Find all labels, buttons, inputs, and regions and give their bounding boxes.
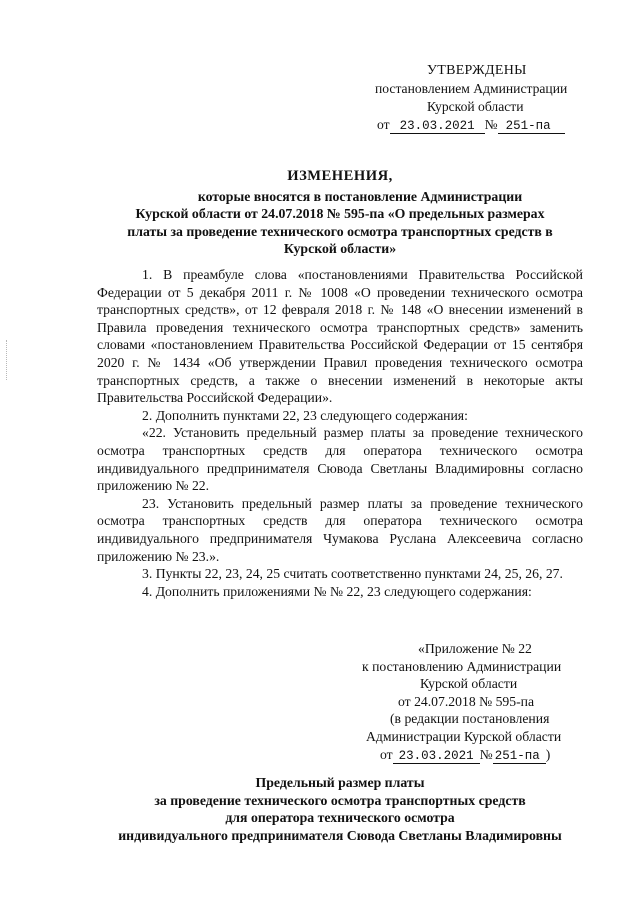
approval-number-prefix: № <box>484 117 498 132</box>
document-heading <box>80 168 600 258</box>
paragraph-2: 2. Дополнить пунктами 22, 23 следующего содержания: <box>142 407 468 423</box>
appendix-date-value: 23.03.2021 <box>393 749 480 764</box>
heading-line-1: которые вносятся в постановление Администрации <box>197 188 523 204</box>
final-line-4: индивидуального предпринимателя Сювода Светланы Владимировны <box>118 827 562 843</box>
appendix-block <box>360 640 610 764</box>
appendix-number-prefix: № <box>479 746 493 762</box>
heading-title: ИЗМЕНЕНИЯ, <box>287 168 393 184</box>
heading-line-3: платы за проведение технического осмотра транспортных средств в <box>127 223 553 239</box>
approval-line-1: постановлением Администрации <box>375 81 568 96</box>
appendix-line-4: от 24.07.2018 № 595-па <box>398 693 535 709</box>
appendix-number-value: 251-па <box>493 749 546 764</box>
appendix-line-5: (в редакции постановления <box>390 711 550 727</box>
approval-number-value: 251-па <box>498 119 565 134</box>
appendix-line-1: «Приложение № 22 <box>418 641 532 656</box>
approval-date-line <box>365 116 595 134</box>
paragraph-5: 3. Пункты 22, 23, 24, 25 считать соответственно пунктами 24, 25, 26, 27. <box>142 566 563 582</box>
paragraph-6: 4. Дополнить приложениями № № 22, 23 следующего содержания: <box>142 583 532 599</box>
appendix-line-6: Администрации Курской области <box>366 728 562 744</box>
appendix-line-2: к постановлению Администрации <box>362 658 562 674</box>
approval-line-2: Курской области <box>427 99 524 114</box>
approval-title: УТВЕРЖДЕНЫ <box>427 63 527 78</box>
appendix-date-line <box>360 746 610 764</box>
document-body <box>97 266 583 600</box>
paragraph-1: 1. В преамбуле слова «постановлениями Правительства Российской Федерации от 5 декабря 2011 г. № 1008 «О проведении технического осмотра транспортных средств», от 12 февраля 2018 г. № 148 «О внесении изменений в Правила проведения технического осмотра транспортных средств» заменить словами «постановлением Правительства Российской Федерации от 15 сентября 2020 г. № 1434 «Об утверждении Правил проведения технического осмотра транспортных средств, а также о внесении изменений в некоторые акты Правительства Российской Федерации». <box>97 267 583 406</box>
final-line-3: для оператора технического осмотра <box>225 810 455 826</box>
approval-date-value: 23.03.2021 <box>390 119 485 134</box>
appendix-closing-paren: ) <box>545 746 551 762</box>
appendix-line-3: Курской области <box>420 676 518 692</box>
heading-line-4: Курской области» <box>283 241 397 256</box>
heading-line-2: Курской области от 24.07.2018 № 595-па «О предельных размерах <box>135 206 545 221</box>
paragraph-3: «22. Установить предельный размер платы за проведение технического осмотра транспортных средств для оператора технического осмотра индивидуального предпринимателя Сювода Светланы Владимировны согласно приложению № 22. <box>97 425 583 494</box>
paragraph-4: 23. Установить предельный размер платы за проведение технического осмотра транспортных средств для оператора технического осмотра индивидуального предпринимателя Чумакова Руслана Алексеевича согласно приложению № 23.». <box>97 495 583 564</box>
final-line-1: Предельный размер платы <box>255 775 425 790</box>
final-line-2: за проведение технического осмотра транспортных средств <box>154 792 526 808</box>
final-heading <box>60 774 620 844</box>
approval-date-prefix: от <box>377 117 390 132</box>
approval-block <box>365 62 595 134</box>
scan-fold-marks <box>6 340 8 380</box>
appendix-date-prefix: от <box>380 746 393 762</box>
